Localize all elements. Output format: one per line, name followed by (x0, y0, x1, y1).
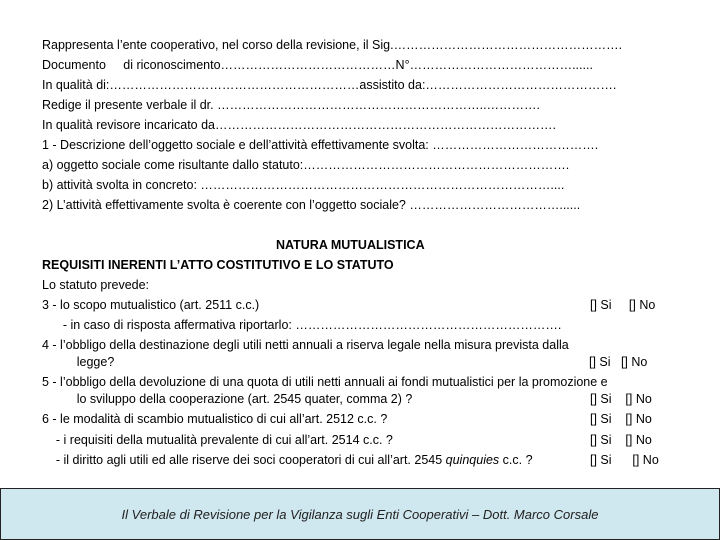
checkbox-item-3[interactable]: [] Si [] No (590, 298, 656, 312)
section-title-requirements: REQUISITI INERENTI L’ATTO COSTITUTIVO E LO STATUTO (42, 258, 394, 272)
footer-banner (0, 488, 720, 540)
line-corporate-purpose: a) oggetto sociale come risultante dallo statuto:………………………………………………………. (42, 158, 570, 172)
line-role-assisted: In qualità di:……………………………………………………assistito da:………………………………………. (42, 78, 617, 92)
line-auditor-role: In qualità revisore incaricato da………………………………………………………………………. (42, 118, 556, 132)
line-actual-activity: b) attività svolta in concreto: ………………………………………………………………………….... (42, 178, 565, 192)
line-item-6-rights-italic: quinquies (445, 453, 500, 467)
line-item-6-prevalence: - i requisiti della mutualità prevalente di cui all’art. 2514 c.c. ? (42, 433, 393, 447)
checkbox-item-6-prevalence[interactable]: [] Si [] No (590, 433, 652, 447)
footer-text: Il Verbale di Revisione per la Vigilanza sugli Enti Cooperativi – Dott. Marco Corsale (121, 507, 599, 522)
line-representative: Rappresenta l’ente cooperativo, nel corso della revisione, il Sig.………………………………………………. (42, 38, 623, 52)
line-item-5: 5 - l’obbligo della devoluzione di una quota di utili netti annuali ai fondi mutualistici per la promozione e (42, 375, 608, 389)
line-item-6-rights-text: - il diritto agli utili ed alle riserve dei soci cooperatori di cui all’art. 2545 (42, 453, 446, 467)
line-item-6-rights (42, 452, 533, 468)
line-item-4-cont: legge? (42, 355, 115, 369)
checkbox-item-6-rights[interactable]: [] Si [] No (590, 453, 659, 467)
line-id-document: Documento di riconoscimento……………………………………N°…………………………………...... (42, 58, 593, 72)
checkbox-item-5[interactable]: [] Si [] No (590, 392, 652, 406)
section-title-mutuality: NATURA MUTUALISTICA (276, 238, 425, 252)
line-section-2: 2) L’attività effettivamente svolta è coerente con l’oggetto sociale? ………………………………...... (42, 198, 581, 212)
line-section-1: 1 - Descrizione dell’oggetto sociale e dell’attività effettivamente svolta: …………………………………. (42, 138, 599, 152)
line-item-3: 3 - lo scopo mutualistico (art. 2511 c.c.) (42, 298, 260, 312)
checkbox-item-6[interactable]: [] Si [] No (590, 412, 652, 426)
line-item-6: 6 - le modalità di scambio mutualistico di cui all’art. 2512 c.c. ? (42, 412, 388, 426)
line-item-6-rights-end: c.c. ? (499, 453, 533, 467)
line-item-3-detail: - in caso di risposta affermativa riportarlo: ………………………………………………………. (42, 318, 562, 332)
line-drafted-by: Redige il presente verbale il dr. ………………………………………………………..…………. (42, 98, 541, 112)
checkbox-item-4[interactable]: [] Si [] No (589, 355, 648, 369)
line-item-5-cont: lo sviluppo della cooperazione (art. 2545 quater, comma 2) ? (42, 392, 413, 406)
line-item-4: 4 - l’obbligo della destinazione degli utili netti annuali a riserva legale nella misura prevista dalla (42, 338, 569, 352)
line-statute-provides: Lo statuto prevede: (42, 278, 150, 292)
